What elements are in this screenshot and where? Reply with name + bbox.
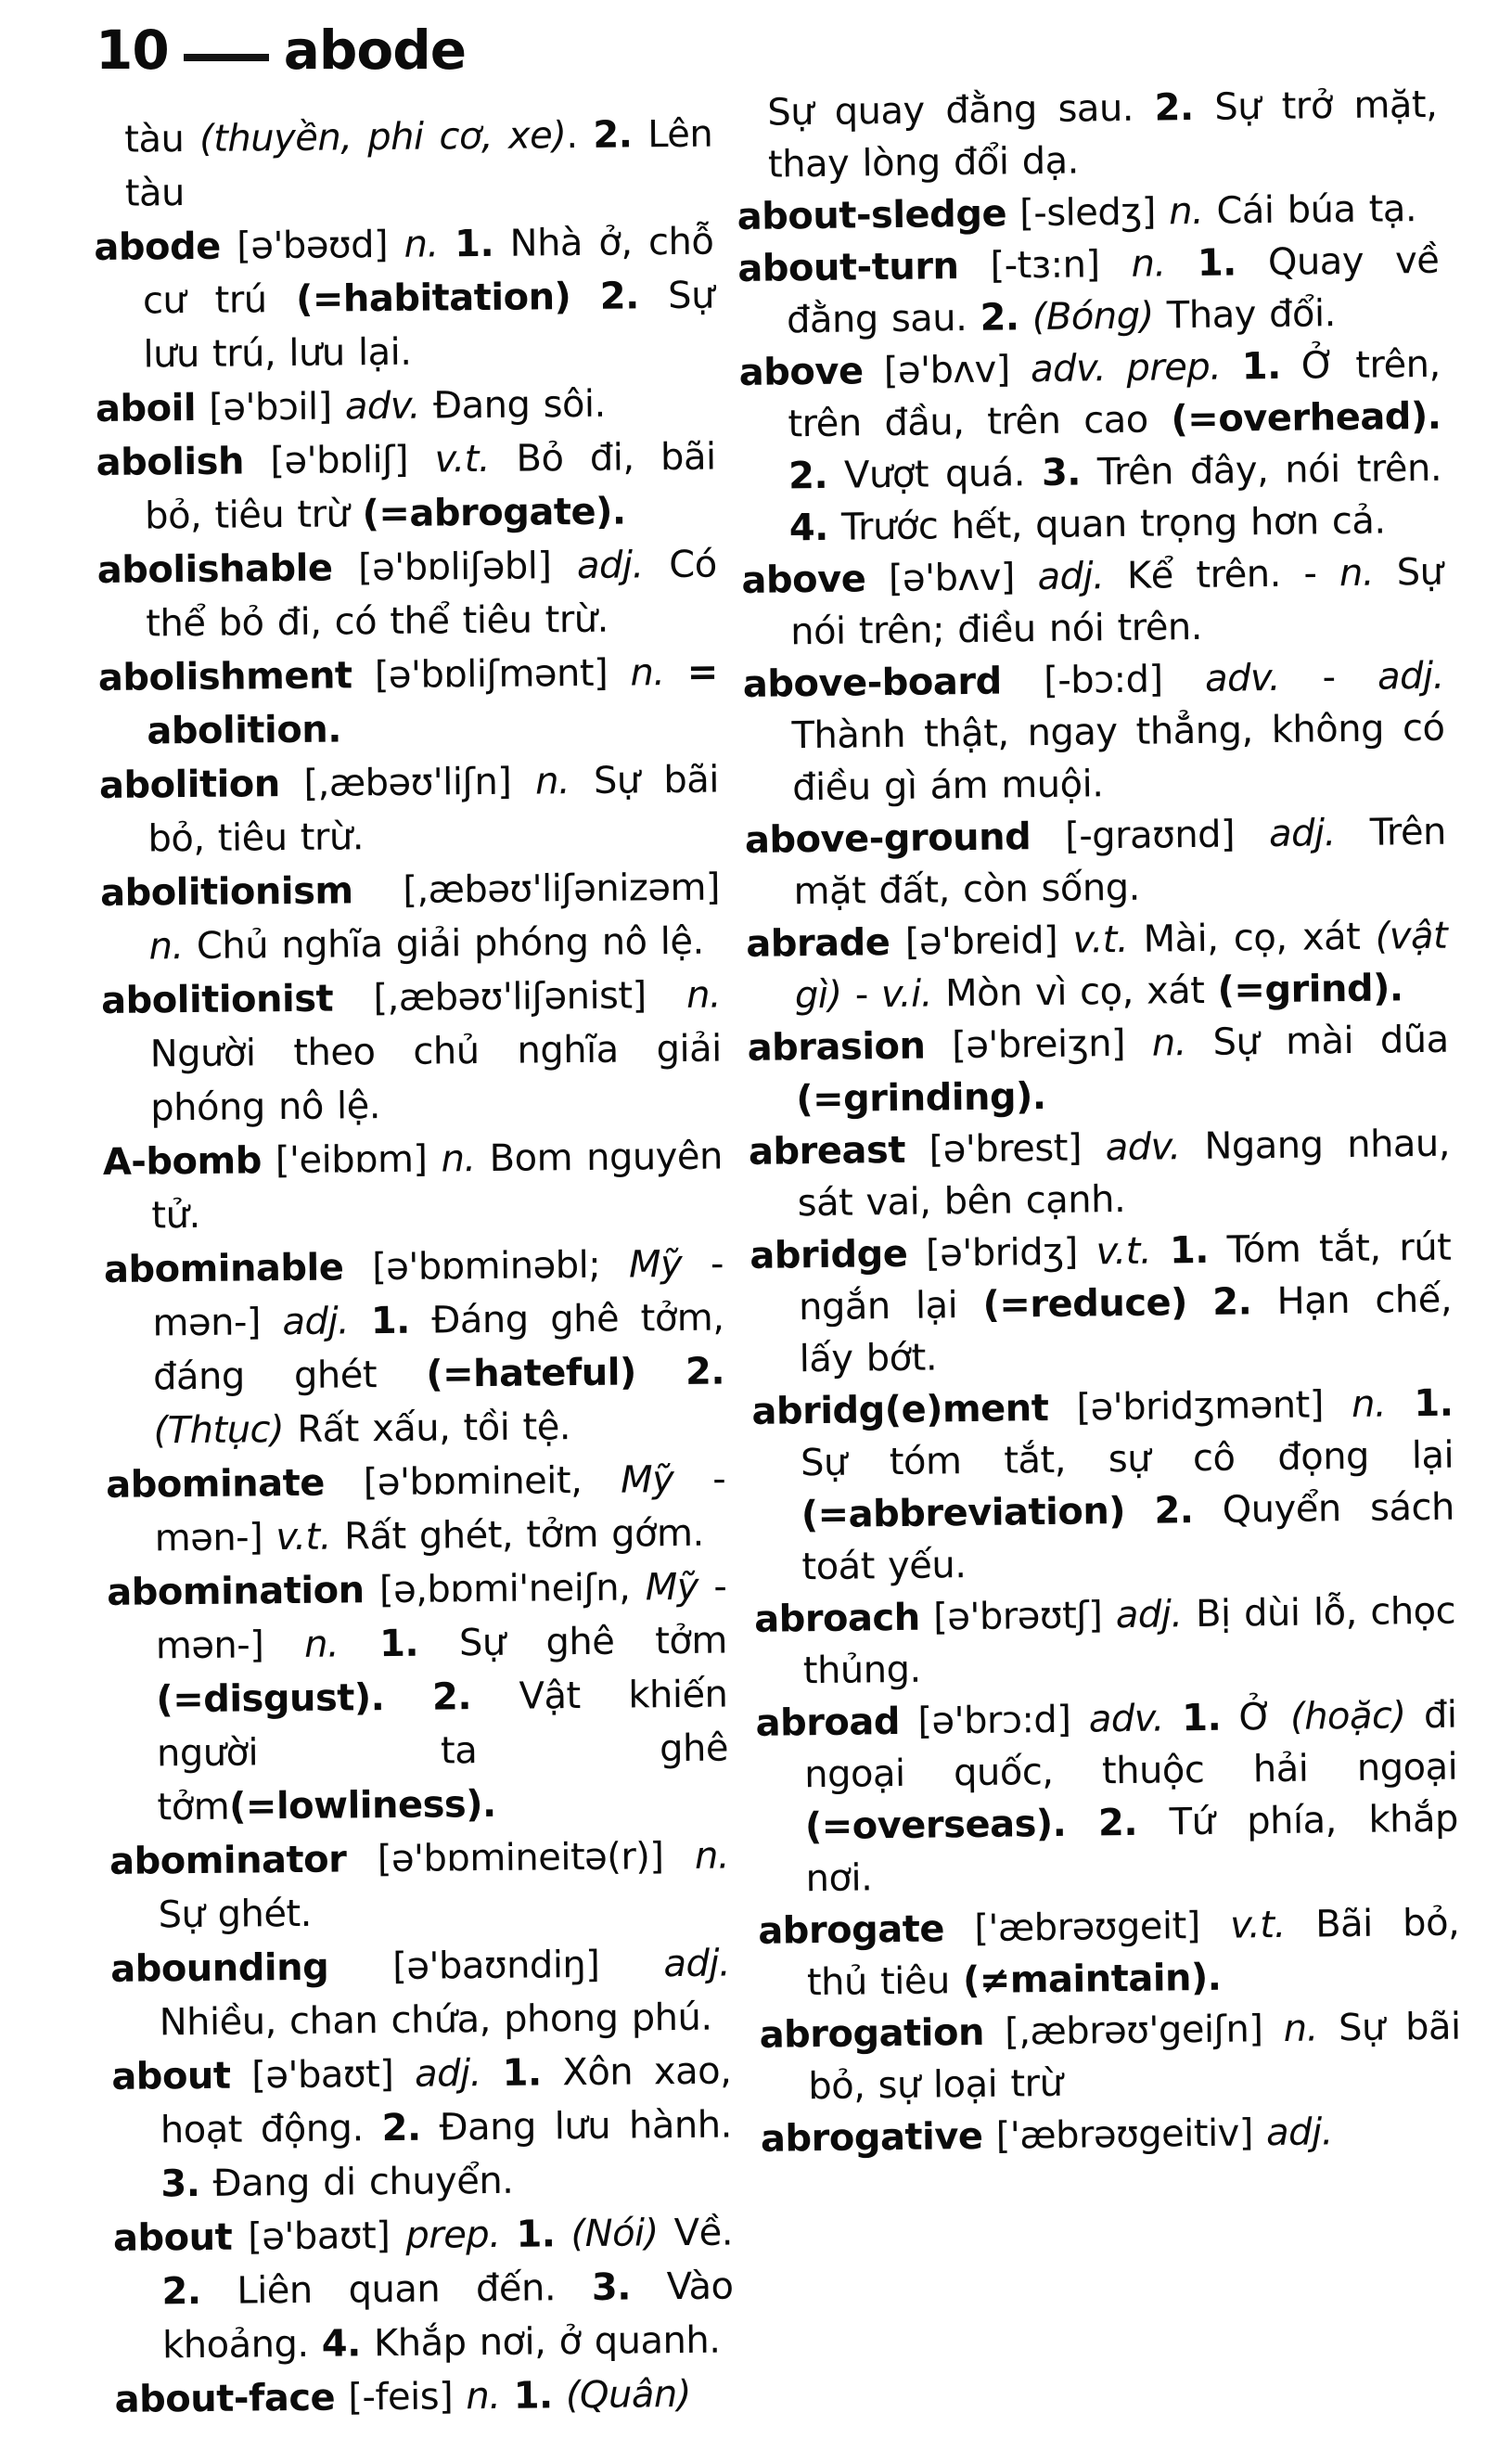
italic-text: n. <box>1339 551 1375 596</box>
entry-abrasion <box>747 1014 1449 1126</box>
entry-abomination <box>107 1560 729 1835</box>
bold-text: (=lowliness). <box>228 1782 496 1829</box>
text: [ə'bɒliʃ] <box>243 438 435 483</box>
text: Mài, cọ, xát <box>1127 915 1377 961</box>
headword: aboil <box>95 386 197 430</box>
text: Rất xấu, tồi tệ. <box>283 1405 571 1452</box>
entry-above-ground <box>745 806 1447 918</box>
text: [ə'bɒmineit, <box>324 1458 621 1505</box>
bold-text: 2. <box>1154 1489 1194 1533</box>
italic-text: adv. <box>344 384 421 429</box>
text <box>1019 296 1032 339</box>
text: [-bɔ:d] <box>1001 657 1206 703</box>
text: Sự tóm tắt, sự cô đọng lại <box>800 1433 1454 1485</box>
text: Sự mài dũa <box>1185 1018 1449 1065</box>
text <box>1164 1697 1183 1739</box>
italic-text: Mỹ <box>628 1242 683 1287</box>
text: [,æbrəʊ'geiʃn] <box>983 2007 1284 2054</box>
bold-text: (=overseas). <box>804 1802 1067 1849</box>
bold-text: (=overhead). <box>1171 394 1441 442</box>
italic-text: adj. <box>414 2052 482 2096</box>
entry-about <box>113 2205 735 2372</box>
bold-text: 1. <box>1414 1381 1454 1426</box>
bold-text: (=habitation) <box>295 276 571 321</box>
text: ['æbrəʊgeitiv] <box>982 2111 1267 2158</box>
bold-text: 2. <box>1211 1280 1252 1324</box>
italic-text: (Quân) <box>565 2372 692 2418</box>
text: Thành thật, ngay thẳng, không có điều gì ám muội. <box>791 706 1445 810</box>
text: Đang sôi. <box>419 382 606 428</box>
text: Cái búa tạ. <box>1202 187 1417 233</box>
italic-text: n. <box>148 925 184 969</box>
italic-text: adj. <box>663 1942 731 1986</box>
entry-A-bomb <box>103 1130 724 1243</box>
bold-text: = abolition. <box>147 650 719 753</box>
text: Có thể bỏ đi, có thể tiêu trừ. <box>146 543 717 646</box>
text: đi ngoại quốc, thuộc hải ngoại <box>803 1693 1458 1797</box>
text: Vật khiến người ta ghê tởm <box>156 1673 729 1829</box>
text: [ə'bɔil] <box>195 385 346 430</box>
text: [ə'breid] <box>890 918 1073 965</box>
text: [-sledʒ] <box>1006 190 1170 236</box>
headword: abominator <box>109 1838 347 1883</box>
bold-text: 1. <box>516 2213 556 2256</box>
text: Lên tàu <box>124 112 713 215</box>
text: Sự quay đằng sau. <box>767 86 1155 135</box>
bold-text: (=hateful) <box>426 1351 636 1396</box>
headword: about-turn <box>737 245 959 290</box>
entry-about-turn <box>737 235 1440 347</box>
text: Sự nói trên; điều nói trên. <box>789 550 1443 654</box>
text: -mən-] <box>152 1242 724 1345</box>
text: Nhà ở, chỗ cư trú <box>142 220 714 323</box>
text: Trên mặt đất, còn sống. <box>793 810 1447 914</box>
text: Vào khoảng. <box>161 2265 734 2368</box>
headword: A-bomb <box>102 1139 263 1184</box>
text: [ə'bɒliʃmənt] <box>352 651 631 698</box>
text: [ə'brəʊtʃ] <box>919 1594 1117 1639</box>
text: Kể trên. - <box>1104 552 1340 598</box>
text: - <box>841 973 882 1017</box>
italic-text: (thuyền, phi cơ, xe) <box>199 114 567 160</box>
header-rule <box>184 54 269 61</box>
text <box>500 2214 516 2256</box>
entry-abolitionist <box>101 969 723 1136</box>
bold-text: 2. <box>980 296 1019 340</box>
italic-text: (hoặc) <box>1289 1694 1406 1739</box>
text <box>349 1300 371 1342</box>
headword: above-ground <box>744 815 1031 862</box>
bold-text: 1. <box>513 2374 553 2418</box>
text: Đang lưu hành. <box>420 2103 733 2150</box>
text: ['eibɒm] <box>261 1137 442 1183</box>
text: [ə'baʊt] <box>231 2214 406 2259</box>
text: Bãi bỏ, thủ tiêu <box>806 1901 1460 2005</box>
bold-text: 2. <box>431 1675 472 1719</box>
italic-text: Mỹ <box>645 1565 699 1610</box>
left-column <box>93 108 735 2427</box>
headword: abolitionism <box>99 869 353 915</box>
entry-abrogation <box>759 2001 1461 2113</box>
italic-text: n. <box>1168 189 1204 234</box>
italic-text: adj. <box>1115 1593 1183 1637</box>
italic-text: n. <box>303 1623 340 1666</box>
text: . <box>566 113 594 158</box>
text: Tứ phía, khắp nơi. <box>805 1797 1459 1901</box>
headword: abolition <box>98 763 280 807</box>
entry-abominate <box>106 1453 726 1566</box>
text: [ə'bridʒmənt] <box>1048 1382 1352 1430</box>
headword: abroach <box>753 1596 920 1641</box>
text: Bị dùi lỗ, chọc thủng. <box>802 1589 1456 1693</box>
text <box>1386 1382 1415 1425</box>
bold-text: 1. <box>1241 344 1282 389</box>
headword: abolish <box>96 440 245 484</box>
entry-abrogate <box>758 1897 1460 2009</box>
text: Sự lưu trú, lưu lại. <box>143 274 715 377</box>
bold-text: 2. <box>788 454 828 498</box>
text <box>636 1351 686 1394</box>
italic-text: n. <box>1283 2007 1319 2050</box>
bold-text: 1. <box>502 2051 542 2095</box>
text: [ə'baʊt] <box>230 2052 416 2098</box>
text: [ə'brɔ:d] <box>899 1698 1090 1743</box>
text: Đang di chuyển. <box>199 2159 514 2205</box>
text <box>1151 1229 1170 1272</box>
text: [ə'bɒliʃəbl] <box>332 545 578 590</box>
headword: abroad <box>755 1700 901 1745</box>
italic-text: (Thtục) <box>153 1408 285 1453</box>
text: [ə'bridʒ] <box>907 1230 1096 1276</box>
text: Người theo chủ nghĩa giải phóng nô lệ. <box>149 1027 722 1130</box>
bold-text: 2. <box>161 2269 201 2314</box>
headword: about-face <box>114 2376 336 2421</box>
entry-abolishment <box>98 646 719 759</box>
headword: abolitionist <box>100 977 334 1022</box>
headword: abreast <box>748 1128 906 1174</box>
text <box>481 2052 503 2095</box>
page-header <box>96 19 466 82</box>
entry-above-board <box>743 650 1446 815</box>
text: [ə'bəʊd] <box>220 223 404 268</box>
entry-aboil <box>96 377 716 436</box>
italic-text: n. <box>630 651 665 695</box>
headword: abounding <box>109 1945 329 1991</box>
text: Quyển sách toát yếu. <box>801 1485 1455 1589</box>
headword: above-board <box>742 660 1003 706</box>
text: Hạn chế, lấy bớt. <box>799 1277 1453 1381</box>
headword: abomination <box>107 1569 365 1614</box>
italic-text: v.t. <box>1229 1903 1287 1947</box>
entry-abounding <box>110 1936 731 2049</box>
text: [,æbəʊ'liʃənist] <box>332 973 687 1020</box>
text <box>553 2374 567 2417</box>
headword: abrogative <box>760 2114 983 2161</box>
text: Sự trở mặt, thay lòng đổi dạ. <box>767 83 1438 186</box>
bold-text: (=reduce) <box>982 1281 1188 1327</box>
headword: abrasion <box>747 1024 926 1070</box>
text: [ə'breiʒn] <box>925 1021 1153 1068</box>
text: Quay về đằng sau. <box>786 238 1440 342</box>
text: Nhiều, chan chứa, phong phú. <box>159 1996 712 2045</box>
bold-text: (=grinding). <box>796 1074 1046 1122</box>
text: Ở <box>1220 1695 1291 1739</box>
text: Sự bãi bỏ, sự loại trừ <box>808 2005 1461 2109</box>
text: Xôn xao, hoạt động. <box>160 2049 732 2152</box>
italic-text: n. <box>441 1137 476 1181</box>
text: [-tɜ:n] <box>958 242 1132 289</box>
entry-about <box>111 2044 733 2211</box>
text: Tóm tắt, rút ngắn lại <box>798 1226 1452 1329</box>
bold-text: 2. <box>599 275 640 318</box>
bold-text: 3. <box>591 2265 632 2309</box>
text: [ə'brest] <box>904 1126 1106 1172</box>
text: [ə'bɒminəbl; <box>343 1243 630 1290</box>
entry-abrogative <box>761 2105 1463 2165</box>
italic-text: adj. <box>1037 555 1105 599</box>
text <box>664 651 687 694</box>
italic-text: v.t. <box>275 1515 332 1559</box>
italic-text: n. <box>694 1834 730 1878</box>
text: - mən-] <box>154 1457 726 1560</box>
italic-text: adj. <box>576 544 644 588</box>
headword: about-sledge <box>737 192 1007 238</box>
bold-text: (=abbreviation) <box>801 1489 1126 1537</box>
text <box>500 2375 514 2418</box>
text <box>438 223 455 265</box>
entry-abreast <box>749 1118 1451 1230</box>
italic-text: (Bóng) <box>1031 294 1154 340</box>
bold-text: (=grind). <box>1217 967 1403 1012</box>
text: Khắp nơi, ở quanh. <box>360 2318 721 2366</box>
bold-text: 1. <box>1181 1696 1222 1740</box>
text: Bom nguyên tử. <box>151 1135 724 1238</box>
italic-text: v.t. <box>434 437 491 481</box>
page-number: 10 <box>96 19 169 82</box>
text: Trên đây, nói trên. <box>1080 446 1442 494</box>
text: -mən-] <box>155 1565 727 1668</box>
entry-abridge <box>750 1222 1453 1386</box>
bold-text: 4. <box>321 2322 362 2366</box>
guide-word: abode <box>283 19 467 82</box>
italic-text: v.t. <box>1072 918 1129 962</box>
bold-text: (=abrogate). <box>362 490 626 536</box>
entry-abolition <box>99 753 720 866</box>
entry-abolitionism <box>100 861 721 974</box>
text: ['æbrəʊgeit] <box>943 1904 1231 1951</box>
text <box>1066 1802 1098 1844</box>
italic-text: prep. <box>405 2213 501 2257</box>
italic-text: (Nói) <box>570 2212 659 2256</box>
italic-text: Mỹ <box>620 1458 674 1502</box>
italic-text: n. <box>1351 1382 1387 1426</box>
text <box>339 1623 379 1665</box>
text <box>1165 242 1198 285</box>
bold-text: 2. <box>381 2106 421 2150</box>
text: Liên quan đến. <box>200 2265 593 2313</box>
italic-text: adj. <box>282 1300 350 1344</box>
entry-abode <box>94 215 715 382</box>
text: [,æbəʊ'liʃənizəm] <box>352 866 721 913</box>
text <box>384 1676 432 1719</box>
bold-text: 1. <box>370 1299 411 1343</box>
text <box>570 276 600 318</box>
bold-text: 2. <box>593 113 633 157</box>
text: Ngang nhau, sát vai, bên cạnh. <box>797 1122 1451 1226</box>
text: tàu <box>124 117 200 161</box>
text: [,æbəʊ'liʃn] <box>279 760 536 806</box>
headword: abolishment <box>97 654 352 699</box>
bold-text: 1. <box>1169 1228 1210 1273</box>
bold-text: 4. <box>788 506 829 550</box>
italic-text: adv. <box>1088 1697 1165 1741</box>
headword: abrogation <box>759 2010 985 2057</box>
headword: above <box>738 350 864 394</box>
entry-abominable <box>104 1238 725 1458</box>
text: Thay đổi. <box>1153 292 1337 338</box>
italic-text: (vật gì) <box>794 914 1448 1018</box>
text: Sự ghê tởm <box>417 1619 728 1665</box>
text: Sự bãi bỏ, tiêu trừ. <box>147 758 720 861</box>
entry-abroad <box>755 1689 1459 1906</box>
italic-text: adv. prep. <box>1030 345 1222 391</box>
italic-text: n. <box>1131 242 1166 286</box>
italic-text: adv. <box>1105 1125 1182 1170</box>
entry-continuation <box>736 79 1438 191</box>
entry-about-sledge <box>737 183 1439 243</box>
bold-text: 2. <box>1154 85 1194 130</box>
text: [ə'bɒmineitə(r)] <box>346 1834 696 1881</box>
italic-text: adj. <box>1265 2111 1334 2155</box>
text: Bỏ đi, bãi bỏ, tiêu trừ <box>144 435 716 538</box>
text: [-graʊnd] <box>1030 813 1270 859</box>
entry-continuation <box>93 108 713 221</box>
italic-text: n. <box>404 223 439 266</box>
bold-text: 3. <box>1041 451 1082 494</box>
entry-above <box>738 339 1442 555</box>
headword: abolishable <box>96 546 333 592</box>
italic-text: adj. <box>1377 654 1445 699</box>
headword: about <box>111 2054 231 2098</box>
italic-text: n. <box>1151 1021 1187 1065</box>
text <box>1187 1281 1213 1324</box>
headword: abridg(e)ment <box>751 1386 1049 1433</box>
entry-abridg(e)ment <box>751 1378 1455 1594</box>
text: [-feis] <box>334 2375 467 2419</box>
headword: abominable <box>103 1246 344 1291</box>
entry-abolishable <box>96 538 717 651</box>
entry-abroach <box>754 1585 1456 1698</box>
headword: abominate <box>105 1461 326 1507</box>
italic-text: v.i. <box>880 972 933 1017</box>
text <box>555 2213 570 2255</box>
entry-about-face <box>114 2367 735 2426</box>
text: Chủ nghĩa giải phóng nô lệ. <box>183 919 704 969</box>
headword: abrade <box>746 921 890 966</box>
bold-text: (≠maintain). <box>962 1956 1222 2003</box>
text: Trước hết, quan trọng hơn cả. <box>827 499 1386 549</box>
text: [ə'bʌv] <box>865 556 1038 601</box>
bold-text: 1. <box>1197 241 1237 285</box>
text: - <box>1279 655 1378 699</box>
italic-text: v.t. <box>1095 1229 1152 1274</box>
text: [ə,bɒmi'neiʃn, <box>364 1566 646 1612</box>
headword: above <box>741 558 866 602</box>
headword: abridge <box>750 1232 908 1277</box>
bold-text: 2. <box>685 1350 725 1393</box>
text: Rất ghét, tởm gớm. <box>330 1511 704 1559</box>
entry-abominator <box>109 1829 730 1943</box>
entry-above <box>741 546 1443 659</box>
headword: abode <box>94 225 221 269</box>
entry-abrade <box>746 910 1448 1022</box>
bold-text: (=disgust). <box>156 1676 385 1722</box>
text: Mòn vì cọ, xát <box>931 969 1218 1016</box>
text: Ở trên, trên đầu, trên cao <box>788 342 1441 446</box>
text: Đáng ghê tởm, đáng ghét <box>152 1296 724 1399</box>
right-column <box>736 79 1462 2165</box>
text: Về. <box>658 2211 734 2255</box>
entry-abolish <box>96 430 716 544</box>
text: Sự ghét. <box>158 1892 313 1937</box>
bold-text: 1. <box>378 1622 419 1666</box>
bold-text: 1. <box>454 222 494 266</box>
italic-text: n. <box>685 973 722 1017</box>
headword: about <box>112 2215 233 2260</box>
text <box>1125 1490 1155 1533</box>
italic-text: adj. <box>1268 812 1337 856</box>
bold-text: 3. <box>160 2162 200 2206</box>
bold-text: 2. <box>1097 1801 1138 1845</box>
text: [ə'bʌv] <box>863 348 1031 393</box>
italic-text: n. <box>466 2374 501 2419</box>
italic-text: n. <box>534 760 570 803</box>
text: Vượt quá. <box>826 452 1043 497</box>
italic-text: adv. <box>1204 656 1281 700</box>
text <box>1221 345 1242 388</box>
headword: abrogate <box>758 1907 945 1953</box>
text: [ə'baʊndiŋ] <box>327 1943 664 1989</box>
